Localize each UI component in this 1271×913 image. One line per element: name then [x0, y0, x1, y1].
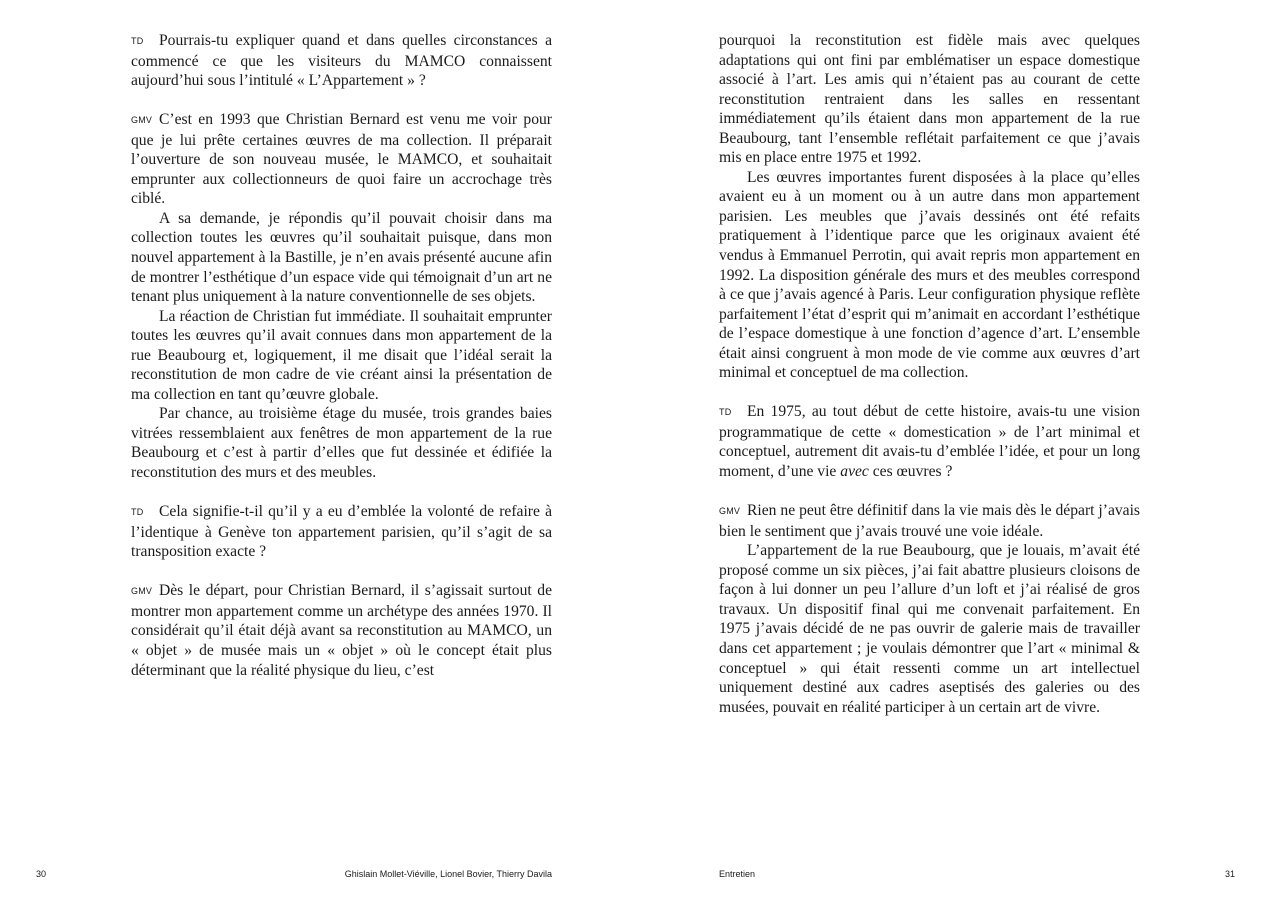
speaker-label: GMV	[131, 586, 153, 597]
speaker-label: TD	[131, 507, 144, 518]
emphasis-text: avec	[840, 463, 869, 481]
speaker-label: TD	[131, 36, 144, 46]
question-paragraph	[131, 31, 552, 91]
paragraph-text: L’appartement de la rue Beaubourg, que je louais, m’avait été proposé comme un six pièces, j’ai fait abattre plusieurs cloisons de façon à lui donner un peu l’allure d’un loft et j’ai réalisé de gros travaux. Un dispositif final qui me convenait parfaitement. En 1975 j’avais décidé de ne pas ouvrir de galerie mais de travailler dans cet appartement ; je voulais démontrer que l’art « minimal & conceptuel » qui était ressenti comme un art intellectuel uniquement destiné aux cadres aseptisés des galeries ou des musées, pouvait en réalité participer à un certain art de vivre.	[719, 542, 1140, 716]
speaker-label: GMV	[719, 506, 741, 517]
paragraph-text: Par chance, au troisième étage du musée, trois grandes baies vitrées ressemblaient aux fenêtres de mon appartement de la rue Beaubourg et c’est à partir d’elles que fut dessinée et édifiée la reconstitution des murs et des meubles.	[131, 405, 552, 482]
paragraph-text: Dès le départ, pour Christian Bernard, il s’agissait surtout de montrer mon appartement comme un archétype des années 1970. Il considérait qu’il était déjà avant sa reconstitution au MAMCO, un « objet » de musée mais un « objet » où le concept était plus déterminant que la réalité physique du lieu, c’est	[131, 582, 552, 679]
page-number: 30	[36, 869, 47, 879]
paragraph-text: La réaction de Christian fut immédiate. Il souhaitait emprunter toutes les œuvres qu’il avait connues dans mon appartement de la rue Beaubourg et, logiquement, il me disait que l’idéal serait la reconstitution de mon cadre de vie créant ainsi la présentation de ma collection en tant qu’œuvre globale.	[131, 307, 552, 403]
paragraph-text: En 1975, au tout début de cette histoire, avais-tu une vision programmatique de cette « domestication » de l’art minimal et conceptuel, autrement dit avais-tu d’emblée l’idée, et pour un long moment, d’une vie	[719, 403, 1140, 481]
question-paragraph	[719, 402, 1140, 481]
paragraph-text: Pourrais-tu expliquer quand et dans quelles circonstances a commencé ce que les visiteurs du MAMCO connaissent aujourd’hui sous l’intitulé « L’Appartement » ?	[131, 32, 552, 90]
answer-paragraph	[131, 307, 552, 405]
paragraph-text: C’est en 1993 que Christian Bernard est venu me voir pour que je lui prête certaines œuvres de ma collection. Il préparait l’ouverture de son nouveau musée, le MAMCO, et souhaitait emprunter aux collectionneurs de quoi faire un accrochage très ciblé.	[131, 111, 552, 208]
answer-paragraph	[719, 501, 1140, 541]
paragraph-text: ces œuvres ?	[868, 463, 953, 481]
paragraph-text: pourquoi la reconstitution est fidèle mais avec quelques adaptations qui ont fini par emblématiser un espace domestique associé à l’art. Les amis qui n’étaient pas au courant de cette reconstitution rentraient dans les salles en ressentant immédiatement qu’ils étaient dans mon appartement de la rue Beaubourg, tant l’ensemble reflétait parfaitement ce que j’avais mis en place entre 1975 et 1992.	[719, 32, 1140, 167]
answer-paragraph	[131, 404, 552, 482]
paragraph-text: Cela signifie-t-il qu’il y a eu d’emblée la volonté de refaire à l’identique à Genève ton appartement parisien, qu’il s’agit de sa transposition exacte ?	[131, 503, 552, 561]
answer-paragraph	[719, 541, 1140, 717]
speaker-label: GMV	[131, 115, 153, 126]
answer-paragraph	[131, 110, 552, 209]
speaker-label: TD	[719, 407, 732, 418]
paragraph-text: A sa demande, je répondis qu’il pouvait choisir dans ma collection toutes les œuvres qu’il souhaitait puisque, dans mon nouvel appartement à la Bastille, je n’en avais présenté aucune afin de montrer l’esthétique d’un espace vide qui témoignait d’un art ne tenant plus uniquement à la nature conventionnelle de ses objets.	[131, 209, 552, 306]
running-head: Entretien	[719, 869, 756, 879]
question-paragraph	[131, 502, 552, 562]
answer-paragraph	[719, 31, 1140, 168]
answer-paragraph	[719, 168, 1140, 383]
answer-paragraph	[131, 209, 552, 307]
answer-paragraph	[131, 581, 552, 680]
page-number: 31	[1224, 869, 1235, 879]
running-head: Ghislain Mollet-Viéville, Lionel Bovier, Thierry Davila	[344, 869, 552, 879]
left-text-column	[131, 31, 552, 680]
paragraph-text: Les œuvres importantes furent disposées à la place qu’elles avaient eu à un moment ou à un autre dans mon appartement parisien. Les meubles que j’avais dessinés ont été refaits pratiquement à l’identique parce que les originaux avaient été vendus à Emmanuel Perrotin, qui avait repris mon appartement en 1992. La disposition générale des murs et des meubles correspond à ce que j’avais agencé à Paris. Leur configuration physique reflète parfaitement l’état d’esprit qui m’animait en accordant l’esthétique de l’espace domestique à une fonction d’agence d’art. L’ensemble était ainsi congruent à mon mode de vie comme aux œuvres d’art minimal et conceptuel de ma collection.	[719, 168, 1140, 382]
right-text-column	[719, 31, 1140, 717]
paragraph-text: Rien ne peut être définitif dans la vie mais dès le départ j’avais bien le sentiment que j’avais trouvé une voie idéale.	[719, 502, 1140, 540]
